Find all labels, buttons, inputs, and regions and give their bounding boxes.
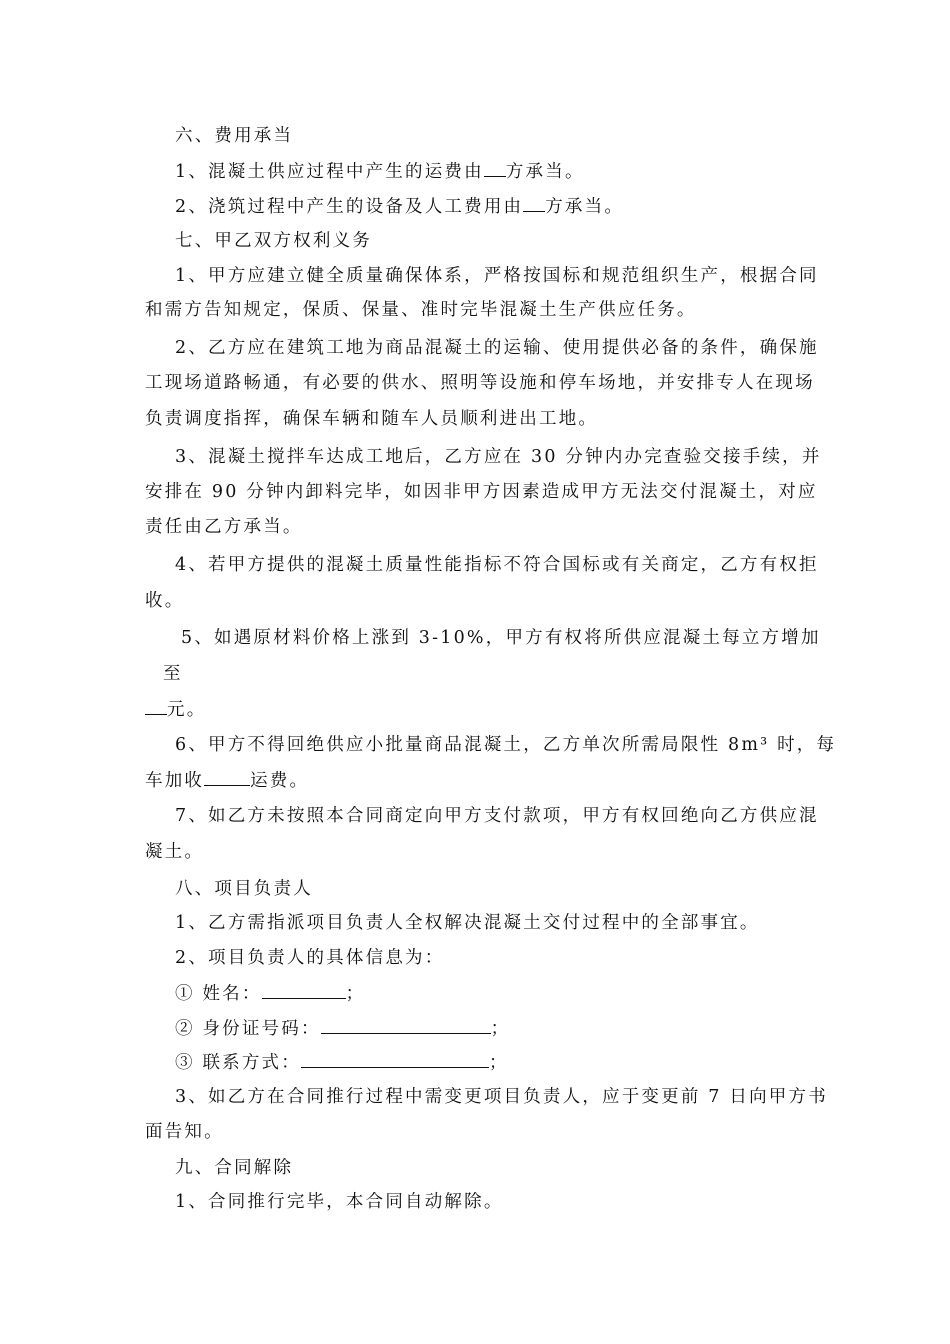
s7-item-6-post: 运费。 bbox=[250, 771, 310, 791]
semicolon: ； bbox=[488, 1053, 509, 1073]
s8-id-label: ② 身份证号码： bbox=[175, 1019, 321, 1039]
s6-item-2-pre: 2、浇筑过程中产生的设备及人工费用由 bbox=[175, 197, 524, 217]
name-blank bbox=[262, 981, 346, 999]
s7-item-5-tail: 元。 bbox=[167, 700, 207, 720]
semicolon: ； bbox=[345, 984, 366, 1004]
s8-item-1: 1、乙方需指派项目负责人全权解决混凝土交付过程中的全部事宜。 bbox=[175, 913, 760, 933]
s7-item-6-line-2 bbox=[145, 768, 309, 793]
s7-item-5-line-1: 5、如遇原材料价格上涨到 3-10%，甲方有权将所供应混凝土每立方增加 bbox=[181, 628, 821, 648]
s6-item-1 bbox=[175, 159, 585, 184]
blank-line bbox=[523, 194, 545, 212]
s8-item-2: 2、项目负责人的具体信息为： bbox=[175, 948, 445, 968]
s7-item-4-line-2: 收。 bbox=[145, 591, 185, 611]
s6-item-1-post: 方承当。 bbox=[505, 162, 585, 182]
section-6-heading: 六、费用承当 bbox=[175, 126, 294, 146]
s6-item-2-post: 方承当。 bbox=[545, 197, 625, 217]
s7-item-7-line-1: 7、如乙方未按照本合同商定向甲方支付款项，甲方有权回绝向乙方供应混 bbox=[175, 806, 819, 826]
semicolon: ； bbox=[490, 1019, 511, 1039]
s8-contact-field bbox=[175, 1050, 509, 1075]
s8-item-3-line-2: 面告知。 bbox=[145, 1122, 224, 1142]
section-7-heading: 七、甲乙双方权利义务 bbox=[175, 231, 372, 251]
s7-item-3-line-1: 3、混凝土搅拌车达成工地后，乙方应在 30 分钟内办完查验交接手续，并 bbox=[175, 447, 822, 467]
s7-item-2-line-1: 2、乙方应在建筑工地为商品混凝土的运输、使用提供必备的条件，确保施 bbox=[175, 338, 819, 358]
s8-item-3-line-1: 3、如乙方在合同推行过程中需变更项目负责人，应于变更前 7 日向甲方书 bbox=[175, 1087, 828, 1107]
blank-line bbox=[145, 697, 167, 715]
contact-blank bbox=[301, 1050, 489, 1068]
s7-item-3-line-3: 责任由乙方承当。 bbox=[145, 517, 303, 537]
s7-item-6-line-1: 6、甲方不得回绝供应小批量商品混凝土，乙方单次所需局限性 8m³ 时，每 bbox=[175, 735, 837, 755]
s7-item-5-line-3 bbox=[145, 697, 206, 722]
s9-item-1: 1、合同推行完毕，本合同自动解除。 bbox=[175, 1192, 504, 1212]
section-9-heading: 九、合同解除 bbox=[175, 1158, 294, 1178]
s8-contact-label: ③ 联系方式： bbox=[175, 1053, 301, 1073]
s6-item-2 bbox=[175, 194, 624, 219]
s7-item-4-line-1: 4、若甲方提供的混凝土质量性能指标不符合国标或有关商定，乙方有权拒 bbox=[175, 555, 819, 575]
s7-item-5-line-2: 至 bbox=[163, 664, 183, 684]
blank-line bbox=[484, 159, 506, 177]
s7-item-2-line-2: 工现场道路畅通，有必要的供水、照明等设施和停车场地，并安排专人在现场 bbox=[145, 373, 815, 393]
s8-name-label: ① 姓名： bbox=[175, 984, 262, 1004]
section-8-heading: 八、项目负责人 bbox=[175, 879, 313, 899]
s6-item-1-pre: 1、混凝土供应过程中产生的运费由 bbox=[175, 162, 484, 182]
blank-line bbox=[204, 768, 250, 786]
s7-item-7-line-2: 凝土。 bbox=[145, 842, 205, 862]
s8-id-field bbox=[175, 1016, 510, 1041]
s7-item-6-pre: 车加收 bbox=[145, 771, 205, 791]
s7-item-2-line-3: 负责调度指挥，确保车辆和随车人员顺利进出工地。 bbox=[145, 409, 599, 429]
s7-item-1-line-1: 1、甲方应建立健全质量确保体系，严格按国标和规范组织生产，根据合同 bbox=[175, 266, 819, 286]
id-blank bbox=[321, 1016, 491, 1034]
s7-item-3-line-2: 安排在 90 分钟内卸料完毕，如因非甲方因素造成甲方无法交付混凝土，对应 bbox=[145, 482, 818, 502]
s8-name-field bbox=[175, 981, 365, 1006]
s7-item-1-line-2: 和需方告知规定，保质、保量、准时完毕混凝土生产供应任务。 bbox=[145, 300, 697, 320]
